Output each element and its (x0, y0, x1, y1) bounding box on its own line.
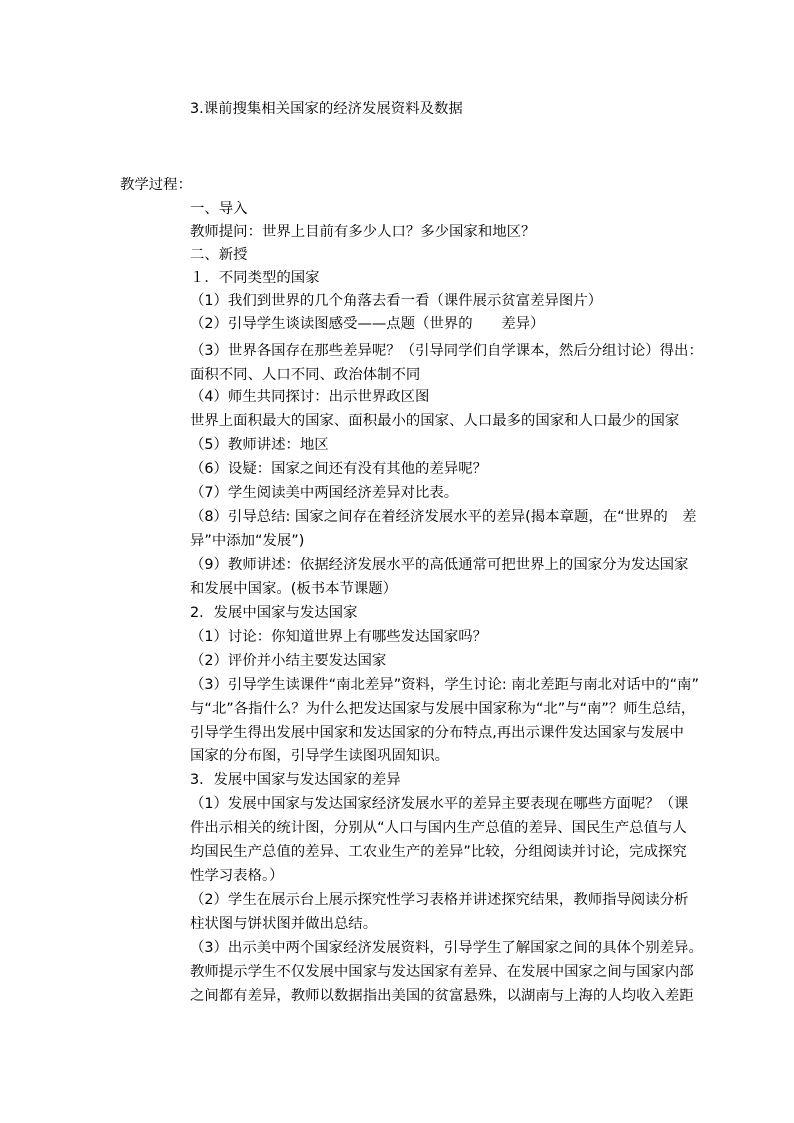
text-line: 教师提示学生不仅发展中国家与发达国家有差异、在发展中国家之间与国家内部 (190, 964, 694, 980)
text-line: 2．发展中国家与发达国家 (190, 605, 358, 621)
text-line: 柱状图与饼状图并做出总结。 (190, 916, 378, 932)
text-line: 面积不同、人口不同、政治体制不同 (190, 367, 421, 383)
text-line: 之间都有差异，教师以数据指出美国的贫富悬殊，以湖南与上海的人均收入差距 (190, 988, 694, 1004)
text-line: （9）教师讲述：依据经济发展水平的高低通常可把世界上的国家分为发达国家 (190, 557, 689, 573)
text-line: 性学习表格。） (190, 868, 284, 884)
text-line: 与“北”各指什么？为什么把发达国家与发展中国家称为“北”与“南”？师生总结， (190, 701, 696, 717)
text-line: 和发展中国家。(板书本节课题） (190, 581, 398, 597)
text-line: 国家的分布图，引导学生读图巩固知识。 (190, 748, 450, 764)
text-line: （4）师生共同探讨：出示世界政区图 (190, 389, 430, 405)
text-line: （2）引导学生谈读图感受——点题（世界的 差异） (190, 316, 545, 332)
text-line: （3）世界各国存在那些差异呢？（引导同学们自学课本，然后分组讨论）得出： (190, 343, 703, 359)
text-line: （2）学生在展示台上展示探究性学习表格并讲述探究结果，教师指导阅读分析 (190, 892, 689, 908)
text-line: 二、新授 (190, 247, 248, 263)
text-line: １．不同类型的国家 (190, 270, 320, 286)
text-line: 引导学生得出发展中国家和发达国家的分布特点,再出示课件发达国家与发展中 (190, 725, 684, 741)
text-line: （1）我们到世界的几个角落去看一看（课件展示贫富差异图片） (190, 293, 603, 309)
text-line: （6）设疑：国家之间还有没有其他的差异呢？ (190, 461, 487, 477)
text-line: （5）教师讲述：地区 (190, 437, 329, 453)
text-line: （1）发展中国家与发达国家经济发展水平的差异主要表现在哪些方面呢？（课 (190, 796, 689, 812)
text-line: 3．发展中国家与发达国家的差异 (190, 772, 401, 788)
section-heading: 教学过程： (120, 177, 192, 193)
text-line: （1）讨论：你知道世界上有哪些发达国家吗？ (190, 629, 487, 645)
text-line: 件出示相关的统计图，分别从“人口与国内生产总值的差异、国民生产总值与人 (190, 820, 687, 836)
prep-item: 3.课前搜集相关国家的经济发展资料及数据 (190, 101, 463, 117)
text-line: （3）引导学生读课件“南北差异”资料，学生讨论: 南北差距与南北对话中的“南” (190, 677, 699, 693)
text-line: 异”中添加“发展”) (190, 533, 305, 549)
text-line: （3）出示美中两个国家经济发展资料，引导学生了解国家之间的具体个别差异。 (190, 940, 703, 956)
text-line: 教师提问：世界上目前有多少人口？多少国家和地区？ (190, 224, 536, 240)
text-line: （7）学生阅读美中两国经济差异对比表。 (190, 485, 459, 501)
text-line: 均国民生产总值的差异、工农业生产的差异”比较，分组阅读并讨论，完成探究 (190, 844, 687, 860)
text-line: 一、导入 (190, 201, 248, 217)
text-line: （2）评价并小结主要发达国家 (190, 653, 387, 669)
text-line: （8）引导总结: 国家之间存在着经济发展水平的差异(揭本章题，在“世界的 差 (190, 509, 697, 525)
text-line: 世界上面积最大的国家、面积最小的国家、人口最多的国家和人口最少的国家 (190, 413, 680, 429)
